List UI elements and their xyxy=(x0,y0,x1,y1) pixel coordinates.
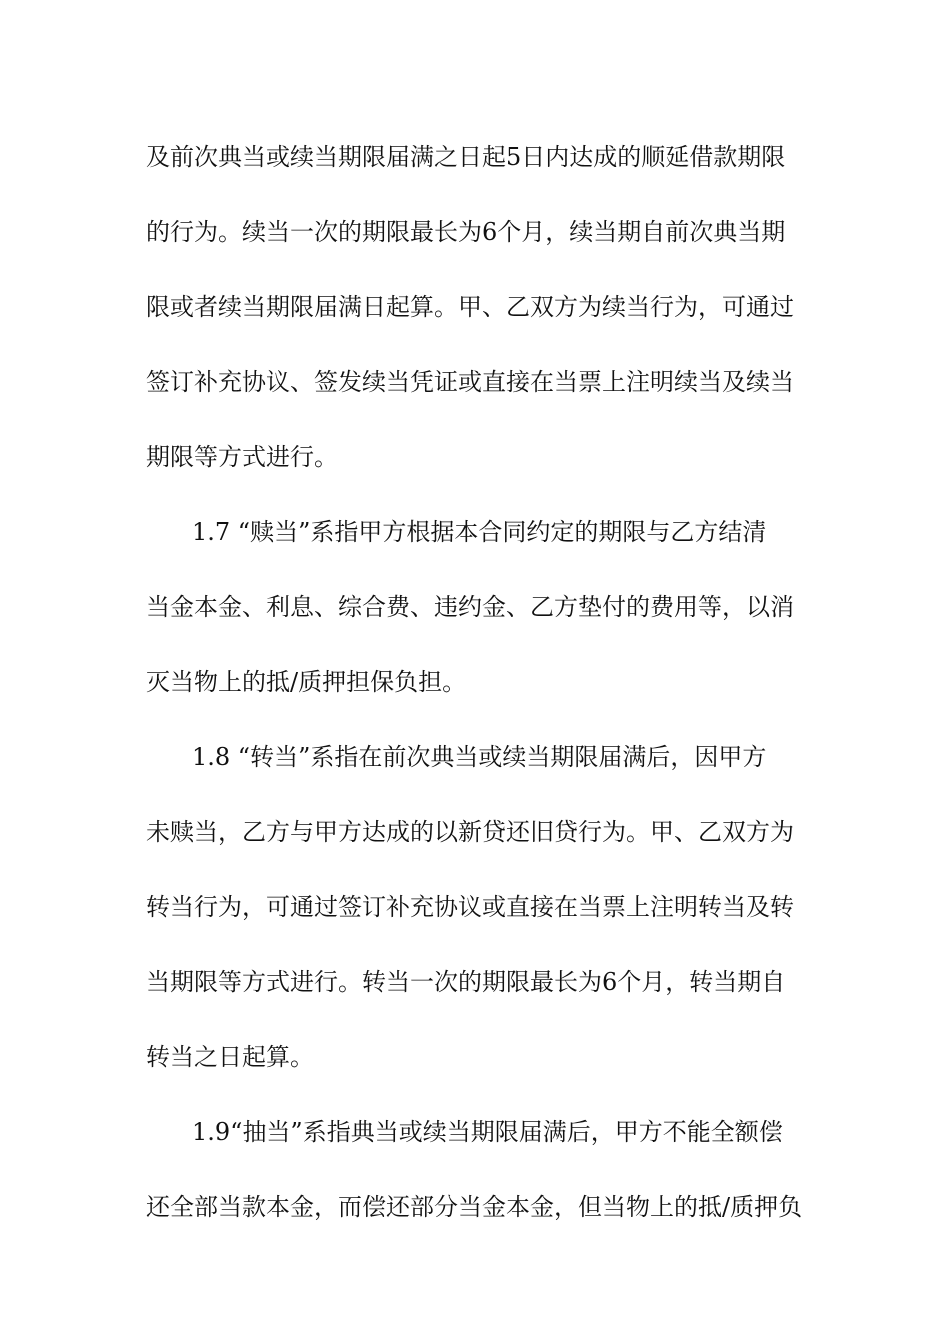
text-line: 未赎当，乙方与甲方达成的以新贷还旧贷行为。甲、乙双方为 xyxy=(146,818,794,846)
paragraph-clause-1-8 xyxy=(146,720,806,1095)
paragraph-clause-1-7 xyxy=(146,495,806,720)
paragraph-clause-1-9 xyxy=(146,1095,806,1245)
text-line: 还全部当款本金，而偿还部分当金本金，但当物上的抵/质押负 xyxy=(146,1193,803,1221)
text-line: 当金本金、利息、综合费、违约金、乙方垫付的费用等，以消 xyxy=(146,593,794,621)
body-text xyxy=(146,120,806,1245)
text-line: 转当之日起算。 xyxy=(146,1043,314,1071)
paragraph-continuation xyxy=(146,120,806,495)
text-line: 的行为。续当一次的期限最长为6个月，续当期自前次典当期 xyxy=(146,218,786,246)
text-line: 灭当物上的抵/质押担保负担。 xyxy=(146,668,467,696)
text-line: 转当行为，可通过签订补充协议或直接在当票上注明转当及转 xyxy=(146,893,794,921)
text-line: 期限等方式进行。 xyxy=(146,443,338,471)
text-line: 限或者续当期限届满日起算。甲、乙双方为续当行为，可通过 xyxy=(146,293,794,321)
text-line: 当期限等方式进行。转当一次的期限最长为6个月，转当期自 xyxy=(146,968,786,996)
text-line: 1.7 “赎当”系指甲方根据本合同约定的期限与乙方结清 xyxy=(192,518,767,546)
text-line: 及前次典当或续当期限届满之日起5日内达成的顺延借款期限 xyxy=(146,143,786,171)
text-line: 1.8 “转当”系指在前次典当或续当期限届满后，因甲方 xyxy=(192,743,767,771)
text-line: 签订补充协议、签发续当凭证或直接在当票上注明续当及续当 xyxy=(146,368,794,396)
text-line: 1.9“抽当”系指典当或续当期限届满后，甲方不能全额偿 xyxy=(192,1118,783,1146)
